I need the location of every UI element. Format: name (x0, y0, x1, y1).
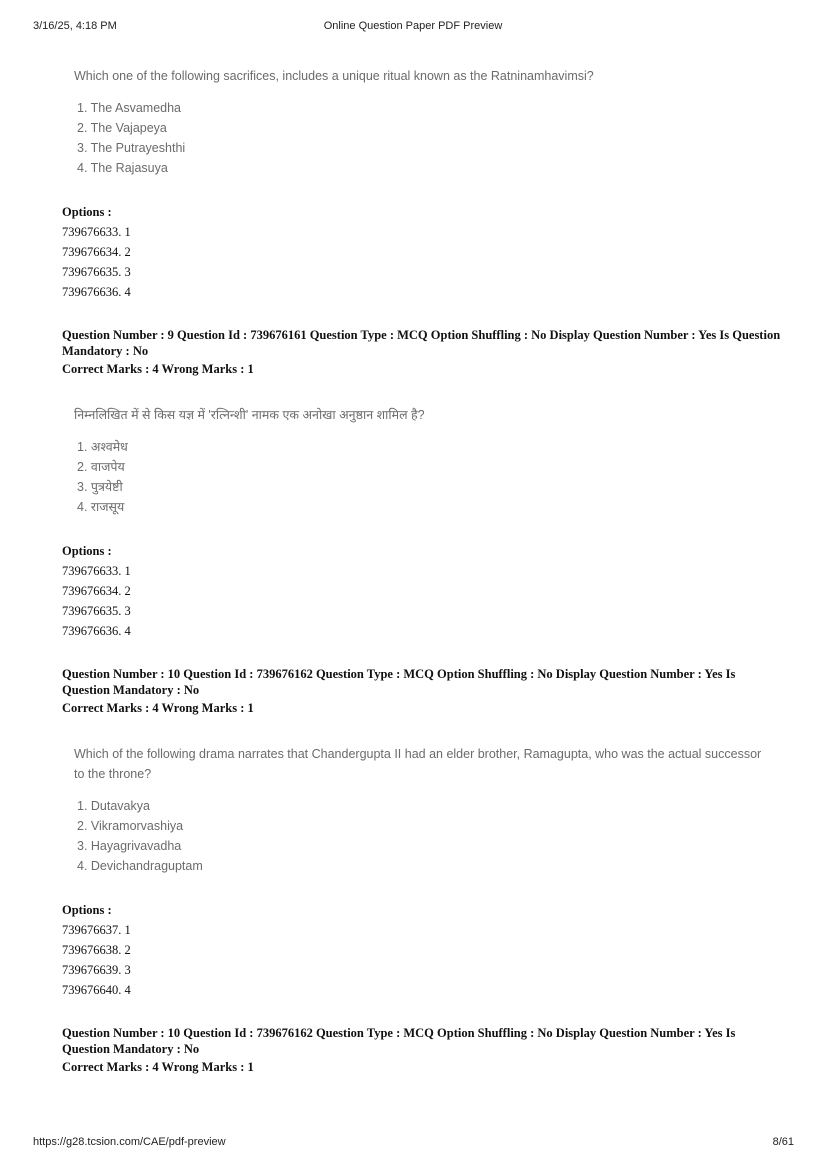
marks-line: Correct Marks : 4 Wrong Marks : 1 (62, 701, 254, 715)
option-id: 739676633. 1 (62, 225, 131, 239)
print-datetime: 3/16/25, 4:18 PM (33, 20, 117, 32)
option-id: 739676637. 1 (62, 923, 131, 937)
question-meta-q10-repeat (62, 1025, 782, 1075)
choice-item: 3. Hayagrivavadha (77, 839, 182, 853)
choice-item: 3. The Putrayeshthi (77, 141, 186, 155)
page-number: 8/61 (772, 1136, 794, 1148)
choice-item: 1. The Asvamedha (77, 101, 182, 115)
options-block-q10 (62, 900, 131, 1000)
question-text: Which of the following drama narrates that Chandergupta II had an elder brother, Ramagupta, who was the actual successor to the throne? (74, 747, 762, 781)
options-label: Options : (62, 205, 112, 219)
choice-item: 2. The Vajapeya (77, 121, 167, 135)
choice-item: 4. राजसूय (77, 500, 125, 514)
page-title: Online Question Paper PDF Preview (323, 20, 503, 32)
choice-list (74, 796, 764, 876)
option-id: 739676635. 3 (62, 604, 131, 618)
marks-line: Correct Marks : 4 Wrong Marks : 1 (62, 362, 254, 376)
choice-item: 2. वाजपेय (77, 460, 125, 474)
option-id: 739676634. 2 (62, 584, 131, 598)
option-id: 739676634. 2 (62, 245, 131, 259)
options-label: Options : (62, 544, 112, 558)
option-id: 739676639. 3 (62, 963, 131, 977)
question-meta-q10 (62, 666, 782, 716)
page-url: https://g28.tcsion.com/CAE/pdf-preview (33, 1136, 226, 1148)
choice-item: 4. Devichandraguptam (77, 859, 203, 873)
marks-line: Correct Marks : 4 Wrong Marks : 1 (62, 1060, 254, 1074)
question-image-q9-hi (74, 405, 674, 517)
choice-item: 2. Vikramorvashiya (77, 819, 184, 833)
option-id: 739676633. 1 (62, 564, 131, 578)
question-meta-line: Question Number : 9 Question Id : 739676161 Question Type : MCQ Option Shuffling : No Display Question Number : Yes Is Question Mandatory : No (62, 328, 781, 358)
question-meta-q9 (62, 327, 782, 377)
question-image-q10-en (74, 744, 764, 876)
choice-list (74, 98, 674, 178)
question-meta-line: Question Number : 10 Question Id : 739676162 Question Type : MCQ Option Shuffling : No Display Question Number : Yes Is Question Mandatory : No (62, 1026, 736, 1056)
option-id: 739676638. 2 (62, 943, 131, 957)
option-id: 739676636. 4 (62, 624, 131, 638)
print-header (0, 20, 826, 34)
option-id: 739676640. 4 (62, 983, 131, 997)
question-meta-line: Question Number : 10 Question Id : 739676162 Question Type : MCQ Option Shuffling : No Display Question Number : Yes Is Question Mandatory : No (62, 667, 736, 697)
choice-item: 1. Dutavakya (77, 799, 150, 813)
question-text: Which one of the following sacrifices, includes a unique ritual known as the Ratninamhavimsi? (74, 69, 594, 83)
option-id: 739676636. 4 (62, 285, 131, 299)
choice-list (74, 437, 674, 517)
options-block-q9 (62, 541, 131, 641)
choice-item: 3. पुत्रयेष्टी (77, 480, 123, 494)
option-id: 739676635. 3 (62, 265, 131, 279)
print-footer (0, 1136, 826, 1150)
choice-item: 4. The Rajasuya (77, 161, 168, 175)
question-text: निम्नलिखित में से किस यज्ञ में 'रत्निन्शी' नामक एक अनोखा अनुष्ठान शामिल है? (74, 408, 425, 422)
choice-item: 1. अश्वमेध (77, 440, 128, 454)
options-block-q8 (62, 202, 131, 302)
question-image-q8-en (74, 66, 674, 178)
options-label: Options : (62, 903, 112, 917)
